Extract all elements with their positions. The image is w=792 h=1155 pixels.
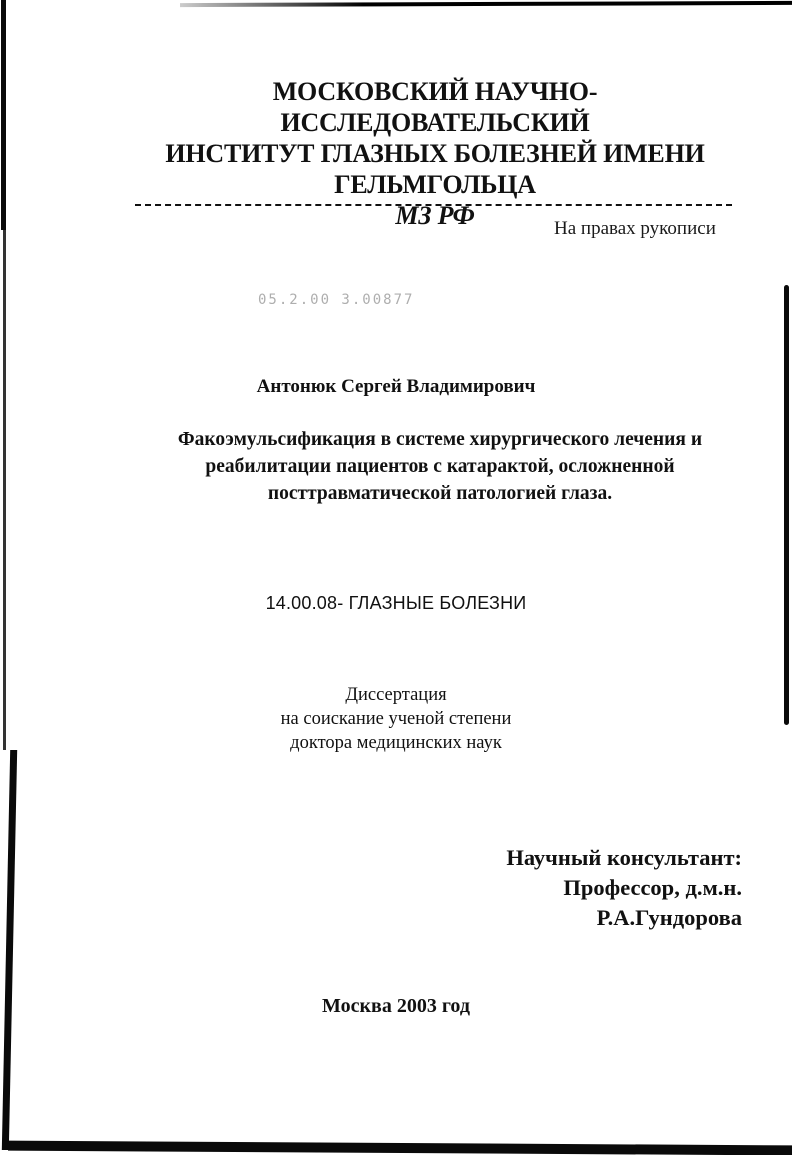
- title-line-2: реабилитации пациентов с катарактой, осложненной: [205, 456, 675, 477]
- institute-line-1: МОСКОВСКИЙ НАУЧНО-ИССЛЕДОВАТЕЛЬСКИЙ: [272, 77, 598, 137]
- header-divider: [135, 204, 732, 206]
- library-stamp-number: 05.2.00 3.00877: [258, 292, 415, 308]
- scientific-advisor: [506, 843, 742, 933]
- scan-edge-left-top: [1, 0, 6, 230]
- specialty-code: 14.00.08- ГЛАЗНЫЕ БОЛЕЗНИ: [265, 593, 527, 613]
- institute-header: [130, 76, 740, 231]
- degree-line-1: Диссертация: [345, 685, 447, 705]
- advisor-name: Р.А.Гундорова: [596, 905, 742, 930]
- scan-edge-top: [180, 1, 792, 7]
- advisor-label: Научный консультант:: [506, 845, 742, 870]
- degree-statement: [0, 683, 792, 755]
- title-line-3: посттравматической патологией глаза.: [267, 483, 613, 504]
- degree-line-3: доктора медицинских наук: [290, 733, 502, 753]
- institute-line-2: ИНСТИТУТ ГЛАЗНЫХ БОЛЕЗНЕЙ ИМЕНИ: [165, 139, 705, 168]
- scan-edge-right: [784, 285, 789, 725]
- dissertation-title: [140, 426, 740, 507]
- author-name: Антонюк Сергей Владимирович: [256, 376, 536, 397]
- scan-edge-left-middle: [3, 230, 6, 750]
- scan-edge-left-bottom: [2, 750, 17, 1150]
- manuscript-note: На правах рукописи: [554, 218, 716, 239]
- advisor-rank: Профессор, д.м.н.: [563, 875, 742, 900]
- place-and-year: Москва 2003 год: [322, 995, 470, 1017]
- degree-line-2: на соискание ученой степени: [280, 709, 512, 729]
- title-line-1: Факоэмульсификация в системе хирургического лечения и: [177, 429, 703, 450]
- ministry-label: МЗ РФ: [395, 201, 475, 230]
- institute-line-3: ГЕЛЬМГОЛЬЦА: [334, 170, 536, 199]
